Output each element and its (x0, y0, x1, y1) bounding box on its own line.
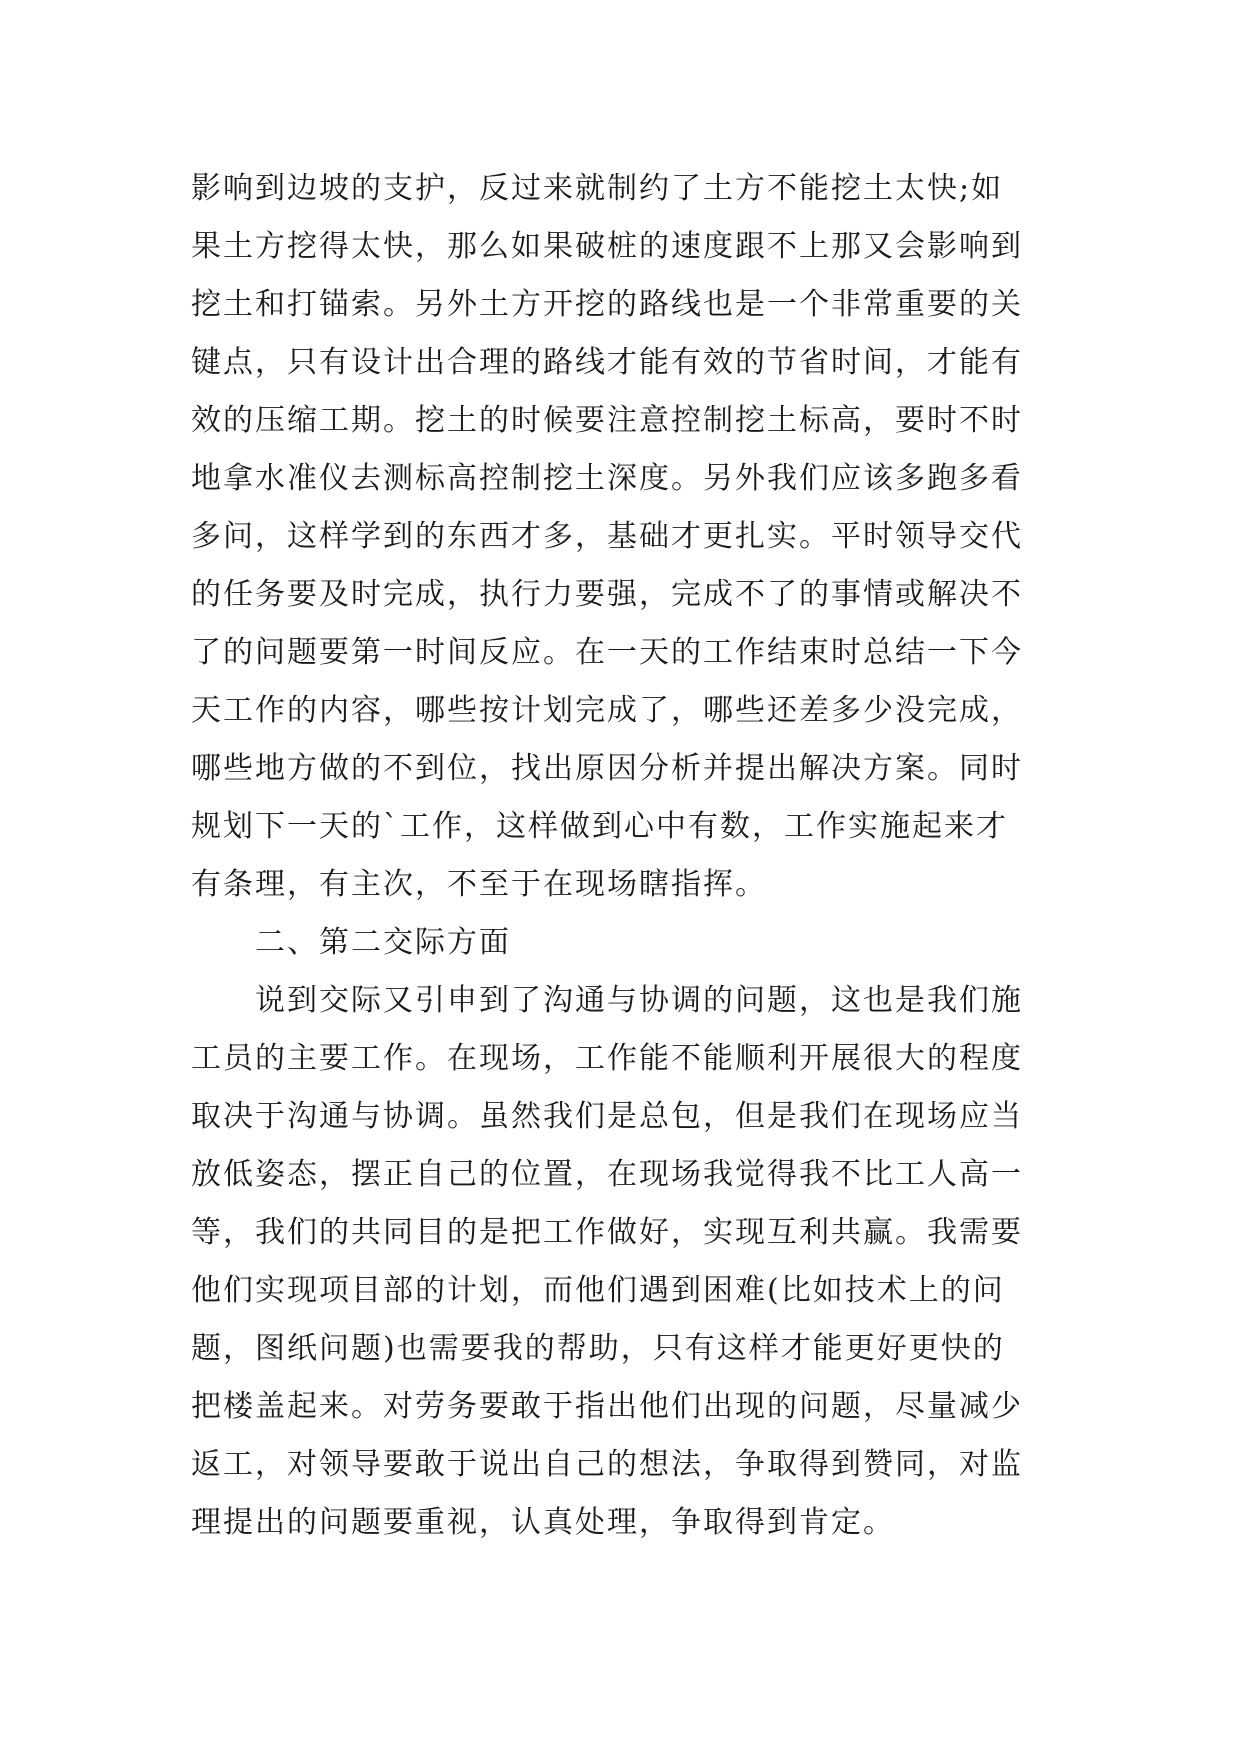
text-line: 影响到边坡的支护，反过来就制约了土方不能挖土太快;如 (191, 171, 1004, 206)
text-line: 说到交际又引申到了沟通与协调的问题，这也是我们施 (255, 983, 1023, 1018)
text-line: 挖土和打锚索。另外土方开挖的路线也是一个非常重要的关 (191, 287, 1023, 322)
text-line: 哪些地方做的不到位，找出原因分析并提出解决方案。同时 (191, 751, 1023, 786)
text-line: 天工作的内容，哪些按计划完成了，哪些还差多少没完成， (191, 693, 1023, 728)
text-line: 工员的主要工作。在现场，工作能不能顺利开展很大的程度 (191, 1041, 1023, 1076)
text-line: 理提出的问题要重视，认真处理，争取得到肯定。 (191, 1505, 895, 1540)
text-line: 键点，只有设计出合理的路线才能有效的节省时间，才能有 (191, 345, 1023, 380)
text-line: 返工，对领导要敢于说出自己的想法，争取得到赞同，对监 (191, 1447, 1023, 1482)
text-line: 多问，这样学到的东西才多，基础才更扎实。平时领导交代 (191, 519, 1023, 554)
text-line: 有条理，有主次，不至于在现场瞎指挥。 (191, 867, 767, 902)
text-line: 了的问题要第一时间反应。在一天的工作结束时总结一下今 (191, 635, 1023, 670)
text-line: 等，我们的共同目的是把工作做好，实现互利共赢。我需要 (191, 1215, 1023, 1250)
text-line: 放低姿态，摆正自己的位置，在现场我觉得我不比工人高一 (191, 1157, 1023, 1192)
text-line: 把楼盖起来。对劳务要敢于指出他们出现的问题，尽量减少 (191, 1389, 1023, 1424)
text-line: 他们实现项目部的计划，而他们遇到困难(比如技术上的问 (191, 1273, 1005, 1308)
text-line: 题，图纸问题)也需要我的帮助，只有这样才能更好更快的 (191, 1331, 1005, 1366)
text-line: 效的压缩工期。挖土的时候要注意控制挖土标高，要时不时 (191, 403, 1023, 438)
section-heading: 二、第二交际方面 (255, 925, 511, 960)
text-line: 地拿水准仪去测标高控制挖土深度。另外我们应该多跑多看 (191, 461, 1023, 496)
text-line: 的任务要及时完成，执行力要强，完成不了的事情或解决不 (191, 577, 1023, 612)
document-body (191, 160, 1051, 1552)
text-line: 果土方挖得太快，那么如果破桩的速度跟不上那又会影响到 (191, 229, 1023, 264)
text-line: 取决于沟通与协调。虽然我们是总包，但是我们在现场应当 (191, 1099, 1023, 1134)
text-line: 规划下一天的`工作，这样做到心中有数，工作实施起来才 (191, 809, 1008, 844)
